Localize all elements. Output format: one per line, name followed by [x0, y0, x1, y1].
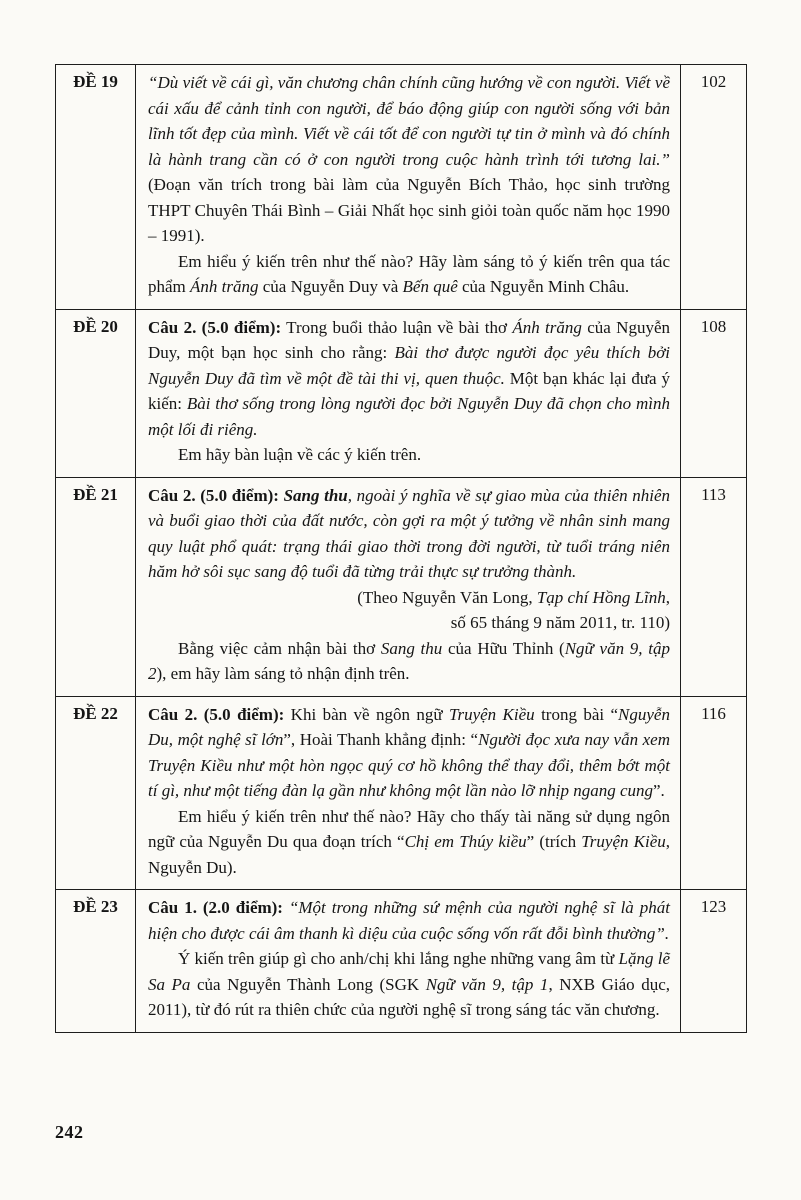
exam-number-label: ĐỀ 20	[56, 309, 136, 477]
exam-description-cell	[136, 890, 681, 1033]
page-reference: 123	[681, 890, 747, 1033]
text-segment: Bến quê	[402, 277, 458, 296]
text-segment: Một bạn khác lại đưa ý kiến:	[148, 368, 670, 413]
paragraph	[148, 702, 670, 804]
exam-description-cell	[136, 309, 681, 477]
page-reference: 108	[681, 309, 747, 477]
exam-number-label: ĐỀ 22	[56, 696, 136, 890]
exam-description-cell	[136, 696, 681, 890]
text-segment: ” (trích	[526, 832, 582, 851]
table-row	[56, 890, 747, 1033]
text-segment: Truyện Kiều	[581, 832, 666, 851]
paragraph	[148, 442, 670, 468]
paragraph	[148, 70, 670, 249]
paragraph	[148, 315, 670, 443]
text-segment: Em hiểu ý kiến trên như thế nào? Hãy làm sáng tỏ ý kiến trên qua tác phẩm	[148, 251, 670, 296]
text-segment: Người đọc xưa nay vẫn xem Truyện Kiều như một hòn ngọc quý cơ hồ không thể thay đổi, thêm bớt một tí gì, như một tiếng đàn lạ gần như không một lần nào lỡ nhịp ngang cung	[148, 730, 670, 800]
exam-description-cell	[136, 477, 681, 696]
exam-topics-table-body	[56, 65, 747, 1033]
text-segment: trong bài “	[534, 704, 619, 724]
text-segment: ), em hãy làm sáng tỏ nhận định trên.	[156, 664, 410, 683]
text-segment: Em hiểu ý kiến trên như thế nào? Hãy cho thấy tài năng sử dụng ngôn ngữ của Nguyễn Du qua đoạn trích “	[148, 806, 670, 851]
text-segment: Sang thu	[283, 485, 348, 505]
text-segment: ,	[665, 587, 670, 607]
text-segment: Trong buổi thảo luận về bài thơ	[281, 317, 513, 337]
text-segment: , NXB Giáo dục, 2011), từ đó rút ra thiên chức của người nghệ sĩ trong sáng tác văn chương.	[148, 974, 671, 1019]
exam-description-cell	[136, 65, 681, 310]
footer-page-number: 242	[55, 1122, 84, 1142]
paragraph	[148, 636, 670, 687]
text-segment: Bài thơ sống trong lòng người đọc bởi Nguyễn Duy đã chọn cho mình một lối đi riêng.	[148, 394, 671, 439]
text-segment: Nguyễn Du, một nghệ sĩ lớn	[148, 704, 670, 749]
text-segment: của Nguyễn Duy và	[258, 277, 403, 296]
text-segment: Ánh trăng	[512, 317, 582, 337]
text-segment: (Theo Nguyễn Văn Long,	[357, 587, 537, 607]
paragraph	[148, 895, 670, 946]
text-segment: của Nguyễn Minh Châu.	[457, 277, 630, 296]
text-segment: “Dù viết về cái gì, văn chương chân chính cũng hướng về con người. Viết về cái xấu để cảnh tỉnh con người, để báo động giúp con người sống với bản lĩnh tốt đẹp của mình. Viết về cái tốt để con người tự tin ở mình và đó chính là hành trang cần có ở con người trong cuộc hành trình tới tương lai.”	[148, 73, 670, 169]
text-segment: Truyện Kiều	[448, 704, 535, 724]
text-segment: số 65 tháng 9 năm 2011, tr. 110)	[450, 613, 670, 632]
text-segment: Câu 2. (5.0 điểm):	[148, 485, 284, 505]
table-row	[56, 477, 747, 696]
text-segment: Bằng việc cảm nhận bài thơ	[178, 638, 381, 658]
paragraph	[148, 483, 670, 585]
text-segment: Bài thơ được người đọc yêu thích bởi Nguyễn Duy đã tìm về một đề tài thi vị, quen thuộc.	[148, 343, 670, 388]
page-reference: 102	[681, 65, 747, 310]
text-segment: Lặng lẽ Sa Pa	[148, 949, 670, 994]
paragraph	[148, 585, 670, 611]
paragraph	[148, 610, 670, 636]
text-segment: Ý kiến trên giúp gì cho anh/chị khi lắng nghe những vang âm từ	[178, 949, 619, 968]
text-segment: Ngữ văn 9, tập 1	[425, 974, 549, 994]
exam-topics-table	[55, 64, 747, 1033]
paragraph	[148, 804, 670, 881]
exam-number-label: ĐỀ 19	[56, 65, 136, 310]
text-segment: Khi bàn về ngôn ngữ	[284, 704, 449, 724]
text-segment: của Nguyễn Thành Long (SGK	[190, 974, 426, 994]
text-segment: , Nguyễn Du).	[148, 832, 670, 877]
text-segment: Câu 2. (5.0 điểm):	[148, 317, 282, 337]
text-segment: Tạp chí Hồng Lĩnh	[536, 587, 666, 607]
text-segment: của Nguyễn Duy, một bạn học sinh cho rằng:	[148, 317, 670, 362]
text-segment: “Một trong những sứ mệnh của người nghệ sĩ là phát hiện cho được cái âm thanh kì diệu của cuộc sống vốn rất đỗi bình thường”.	[148, 898, 670, 943]
page-reference: 116	[681, 696, 747, 890]
text-segment: ”.	[653, 781, 665, 800]
table-row	[56, 696, 747, 890]
text-segment: ”, Hoài Thanh khẳng định: “	[283, 730, 479, 749]
text-segment: Chị em Thúy kiều	[404, 832, 527, 851]
paragraph	[148, 946, 670, 1023]
table-row	[56, 65, 747, 310]
text-segment: Câu 1. (2.0 điểm):	[148, 898, 289, 917]
text-segment: Câu 2. (5.0 điểm):	[148, 704, 285, 724]
text-segment: , ngoài ý nghĩa về sự giao mùa của thiên nhiên và buổi giao thời của đất nước, còn gợi ra một ý tưởng về nhân sinh mang quy luật phổ quát: trạng thái giao thời trong đời người, từ tuổi tráng niên hăm hở sôi sục sang độ tuổi đã từng trải thực sự trưởng thành.	[148, 485, 670, 581]
text-segment: Ánh trăng	[190, 277, 259, 296]
text-segment: Sang thu	[380, 638, 443, 658]
text-segment: Ngữ văn 9, tập 2	[148, 638, 670, 683]
text-segment: (Đoạn văn trích trong bài làm của Nguyễn Bích Thảo, học sinh trường THPT Chuyên Thái Bình – Giải Nhất học sinh giỏi toàn quốc năm học 1990 – 1991).	[148, 175, 670, 245]
text-segment: của Hữu Thỉnh (	[442, 638, 565, 658]
exam-number-label: ĐỀ 23	[56, 890, 136, 1033]
paragraph	[148, 249, 670, 300]
table-row	[56, 309, 747, 477]
text-segment: Em hãy bàn luận về các ý kiến trên.	[178, 445, 422, 464]
exam-number-label: ĐỀ 21	[56, 477, 136, 696]
page-reference: 113	[681, 477, 747, 696]
